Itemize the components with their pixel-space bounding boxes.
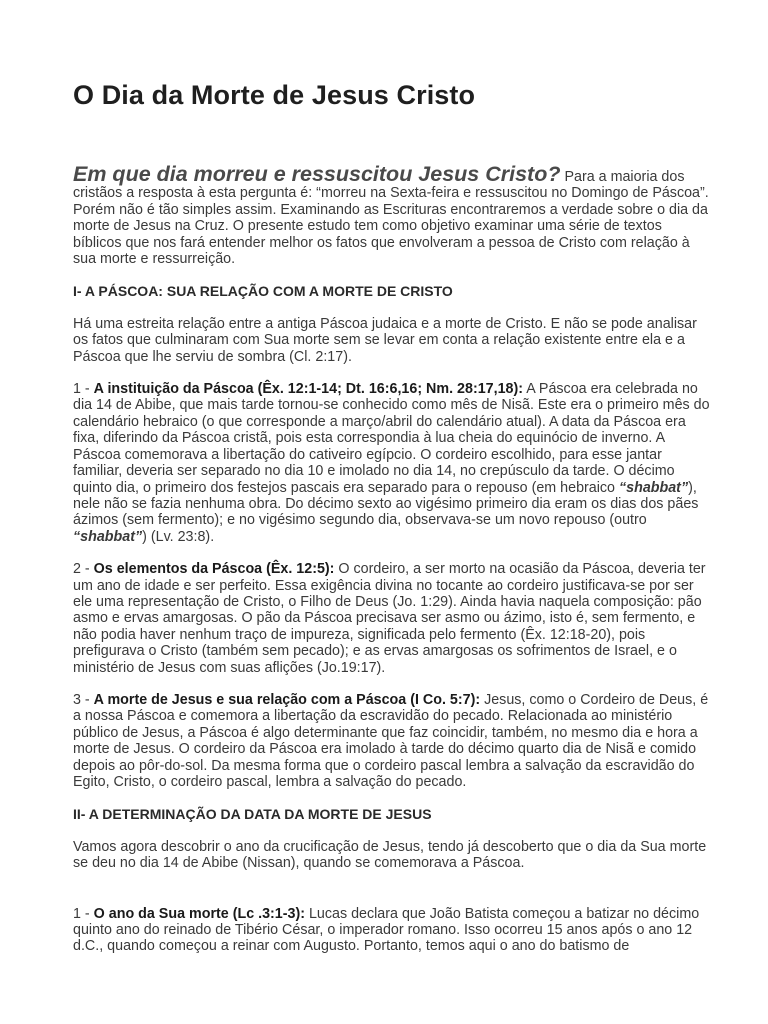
section2-heading: II- A DETERMINAÇÃO DA DATA DA MORTE DE JESUS <box>73 806 432 823</box>
item-text: A Páscoa era celebrada no dia 14 de Abibe, que mais tarde tornou-se conhecido como mês de Nisã. Este era o primeiro mês do calendário hebraico (o que corresponde a março/abril do calendário atual). A data da Páscoa era fixa, diferindo da Páscoa cristã, pois esta correspondia à lua cheia do equinócio de inverno. A Páscoa comemorava a libertação do cativeiro egípcio. O cordeiro escolhido, para esse jantar familiar, deveria ser separado no dia 10 e imolado no dia 14, no crepúsculo da tarde. O décimo quinto dia, o primeiro dos festejos pascais era separado para o repouso (em hebraico <box>73 381 710 496</box>
section1-item3 <box>73 692 713 790</box>
shabbat-term: “shabbat” <box>618 479 689 496</box>
item-heading: Os elementos da Páscoa (Êx. 12:5): <box>93 561 335 578</box>
section1-item1 <box>73 381 713 545</box>
intro-question: Em que dia morreu e ressuscitou Jesus Cristo? <box>73 162 561 186</box>
section2-item1 <box>73 906 713 955</box>
item-number: 1 - <box>73 905 94 922</box>
shabbat-term: “shabbat” <box>73 528 143 545</box>
intro-paragraph <box>73 163 713 267</box>
item-text: ) (Lv. 23:8). <box>142 528 215 545</box>
item-text: ), nele não se fazia nenhuma obra. Do décimo sexto ao vigésimo primeiro dia eram os dias dos pães ázimos (sem fermento); e no vigésimo segundo dia, observava-se um novo repouso (outro <box>73 479 699 529</box>
section2-paragraph: Vamos agora descobrir o ano da crucificação de Jesus, tendo já descoberto que o dia da Sua morte se deu no dia 14 de Abibe (Nissan), quando se comemorava a Páscoa. <box>73 838 707 872</box>
section1-item2 <box>73 561 713 676</box>
item-number: 3 - <box>73 691 94 708</box>
item-number: 2 - <box>73 561 94 578</box>
section1-heading: I- A PÁSCOA: SUA RELAÇÃO COM A MORTE DE CRISTO <box>73 283 453 300</box>
item-text: Lucas declara que João Batista começou a batizar no décimo quinto ano do reinado de Tibério César, o imperador romano. Isso ocorreu 15 anos após o ano 12 d.C., quando começou a reinar com Augusto. Portanto, temos aqui o ano do batismo de <box>73 905 700 955</box>
section1-paragraph: Há uma estreita relação entre a antiga Páscoa judaica e a morte de Cristo. E não se pode analisar os fatos que culminaram com Sua morte sem se levar em conta a relação existente entre ela e a Páscoa que lhe serviu de sombra (Cl. 2:17). <box>73 315 697 365</box>
item-heading: O ano da Sua morte (Lc .3:1-3): <box>93 905 305 922</box>
item-number: 1 - <box>73 381 94 398</box>
intro-text: Para a maioria dos cristãos a resposta à esta pergunta é: “morreu na Sexta-feira e ressuscitou no Domingo de Páscoa”. Porém não é tão simples assim. Examinando as Escrituras encontraremos a verdade sobre o dia da morte de Jesus na Cruz. O presente estudo tem como objetivo examinar uma série de textos bíblicos que nos fará entender melhor os fatos que envolveram a pessoa de Cristo com relação à sua morte e ressurreição. <box>73 169 709 268</box>
item-heading: A instituição da Páscoa (Êx. 12:1-14; Dt. 16:6,16; Nm. 28:17,18): <box>93 381 524 398</box>
item-text: O cordeiro, a ser morto na ocasião da Páscoa, deveria ter um ano de idade e ser perfeito. Essa exigência divina no tocante ao cordeiro justificava-se por ser ele uma representação de Cristo, o Filho de Deus (Jo. 1:29). Ainda havia naquela composição: pão asmo e ervas amargosas. O pão da Páscoa precisava ser asmo ou ázimo, isto é, sem fermento, e não podia haver nenhum traço de impureza, significada pelo fermento (Êx. 12:18-20), pois prefigurava o Cristo (também sem pecado); e as ervas amargosas os sofrimentos de Israel, e o ministério de Jesus com suas aflições (Jo.19:17). <box>73 561 706 676</box>
item-text: Jesus, como o Cordeiro de Deus, é a nossa Páscoa e comemora a libertação da escravidão do pecado. Relacionada ao ministério público de Jesus, a Páscoa é algo determinante que faz coincidir, também, no mesmo dia e hora a morte de Jesus. O cordeiro da Páscoa era imolado à tarde do décimo quarto dia de Nisã e comido depois ao pôr-do-sol. Da mesma forma que o cordeiro pascal lembra a salvação da escravidão do Egito, Cristo, o cordeiro pascal, lembra a salvação do pecado. <box>73 691 709 790</box>
document-body <box>73 163 713 955</box>
item-heading: A morte de Jesus e sua relação com a Páscoa (I Co. 5:7): <box>93 691 481 708</box>
page-title: O Dia da Morte de Jesus Cristo <box>73 80 476 110</box>
